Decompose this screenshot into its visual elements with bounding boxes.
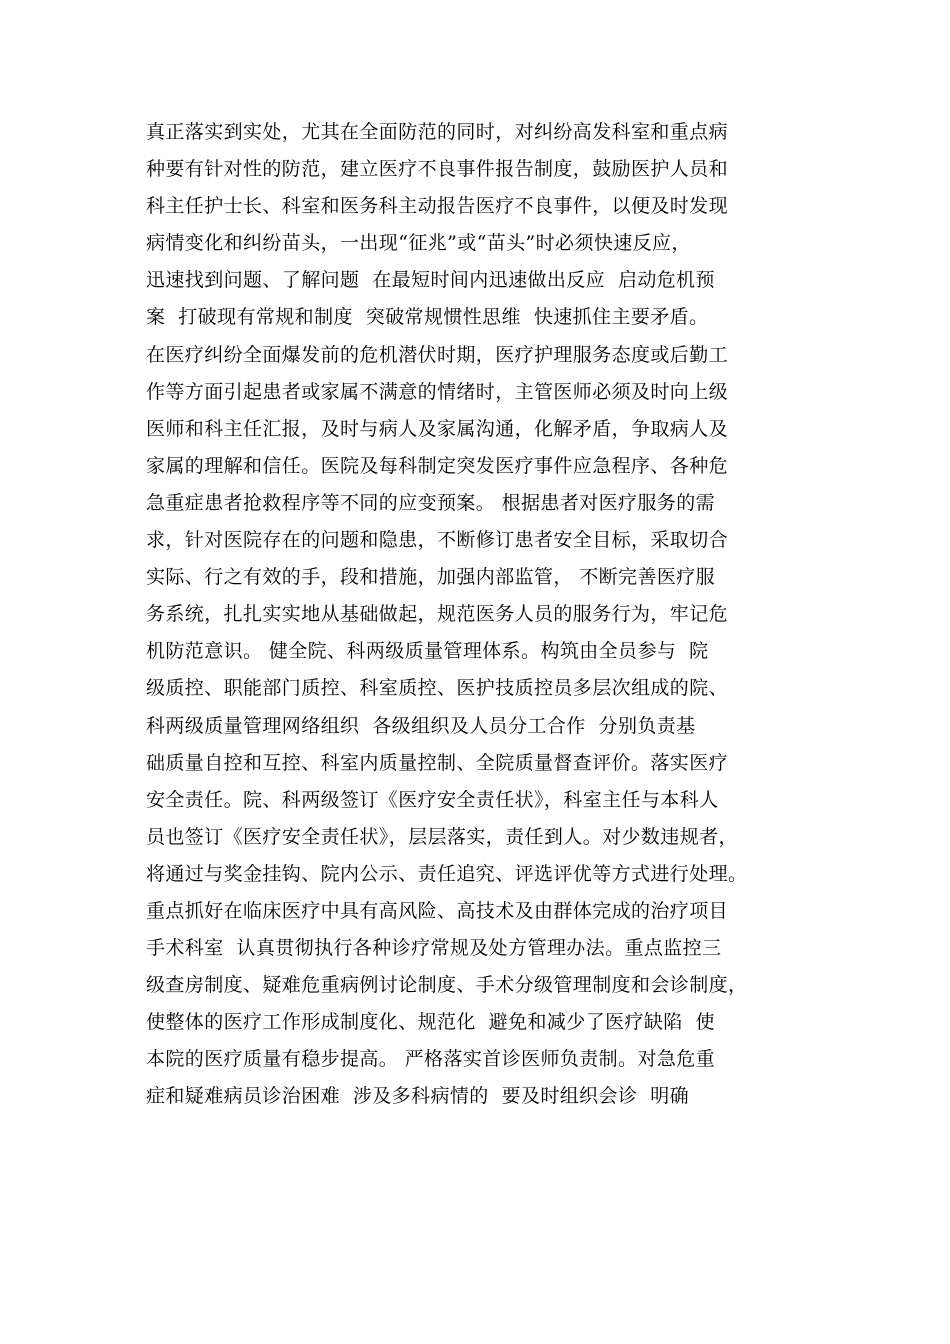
text-line: 求，针对医院存在的问题和隐患，不断修订患者安全目标，采取切合 — [146, 529, 729, 552]
text-line: 迅速找到问题、了解问题 在最短时间内迅速做出反应 启动危机预 — [146, 269, 715, 292]
text-line: 急重症患者抢救程序等不同的应变预案。 根据患者对医疗服务的需 — [146, 491, 716, 514]
text-line: 员也签订《医疗安全责任状》，层层落实，责任到人。对少数违规者， — [146, 825, 738, 848]
text-line: 作等方面引起患者或家属不满意的情绪时，主管医师必须及时向上级 — [146, 380, 729, 403]
text-line: 案 打破现有常规和制度 突破常规惯性思维 快速抓住主要矛盾。 — [146, 306, 709, 329]
text-line: 科两级质量管理网络组织 各级组织及人员分工合作 分别负责基 — [146, 714, 696, 737]
text-line: 级查房制度、疑难危重病例讨论制度、手术分级管理制度和会诊制度， — [146, 974, 748, 997]
text-line: 种要有针对性的防范，建立医疗不良事件报告制度，鼓励医护人员和 — [146, 158, 729, 181]
text-line: 医师和科主任汇报，及时与病人及家属沟通，化解矛盾，争取病人及 — [146, 417, 729, 440]
text-line: 科主任护士长、科室和医务科主动报告医疗不良事件，以便及时发现 — [146, 195, 729, 218]
text-line: 重点抓好在临床医疗中具有高风险、高技术及由群体完成的治疗项目 — [146, 899, 729, 922]
text-line: 真正落实到实处，尤其在全面防范的同时，对纠纷高发科室和重点病 — [146, 121, 729, 143]
text-line: 础质量自控和互控、科室内质量控制、全院质量督查评价。落实医疗 — [146, 751, 729, 774]
text-line: 实际、行之有效的手，段和措施，加强内部监管， 不断完善医疗服 — [146, 566, 716, 589]
text-line: 家属的理解和信任。医院及每科制定突发医疗事件应急程序、各种危 — [146, 454, 729, 477]
text-line: 病情变化和纠纷苗头，一出现“征兆”或“苗头”时必须快速反应， — [146, 232, 691, 255]
text-line: 将通过与奖金挂钩、院内公示、责任追究、评选评优等方式进行处理。 — [146, 862, 748, 885]
text-line: 级质控、职能部门质控、科室质控、医护技质控员多层次组成的院、 — [146, 677, 729, 700]
text-line: 务系统，扎扎实实地从基础做起，规范医务人员的服务行为，牢记危 — [146, 603, 729, 626]
text-line: 机防范意识。 健全院、科两级质量管理体系。构筑由全员参与 院 — [146, 640, 709, 663]
text-line: 症和疑难病员诊治困难 涉及多科病情的 要及时组织会诊 明确 — [146, 1085, 690, 1108]
text-line: 使整体的医疗工作形成制度化、规范化 避免和减少了医疗缺陷 使 — [146, 1011, 715, 1034]
text-line: 本院的医疗质量有稳步提高。 严格落实首诊医师负责制。对急危重 — [146, 1048, 716, 1071]
text-line: 手术科室 认真贯彻执行各种诊疗常规及处方管理办法。重点监控三 — [146, 937, 722, 960]
body-text — [146, 114, 826, 1116]
text-line: 安全责任。院、科两级签订《医疗安全责任状》，科室主任与本科人 — [146, 788, 719, 811]
text-line: 在医疗纠纷全面爆发前的危机潜伏时期，医疗护理服务态度或后勤工 — [146, 343, 729, 366]
